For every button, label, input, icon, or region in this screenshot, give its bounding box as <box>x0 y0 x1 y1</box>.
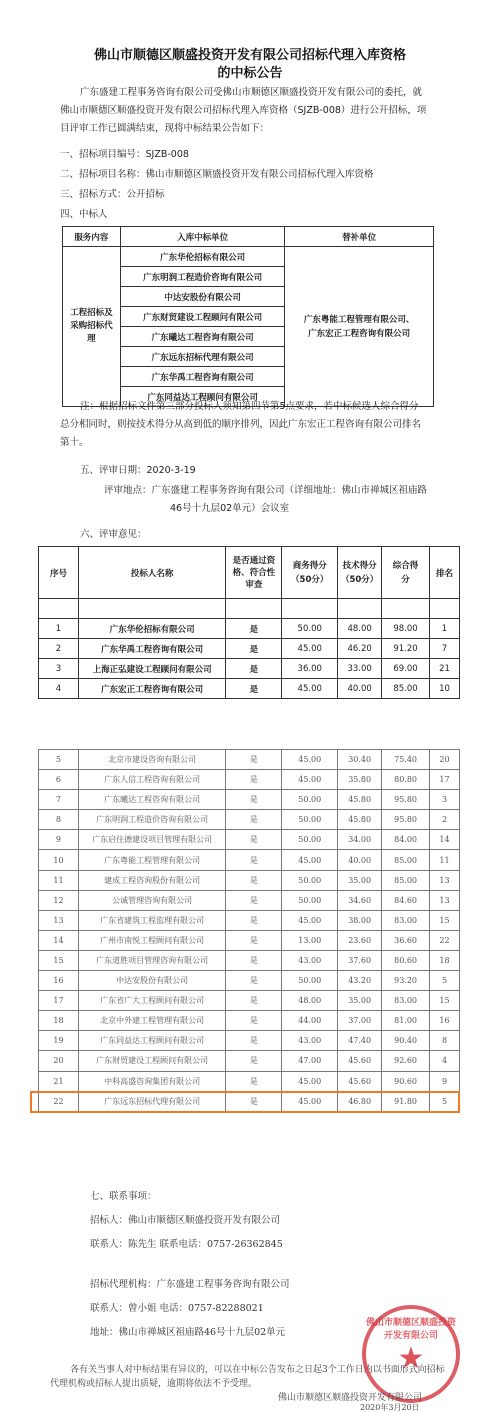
table-row <box>39 790 460 810</box>
table-row <box>39 991 460 1011</box>
table-cell-no: 16 <box>39 971 79 991</box>
table-cell-pass: 是 <box>226 770 282 790</box>
item-review-opinion: 六、评审意见： <box>80 529 147 540</box>
table-cell-name: 建成工程咨询股份有限公司 <box>78 870 226 890</box>
winner-cell: 广东华禹工程咨询有限公司 <box>120 367 285 387</box>
header-service: 服务内容 <box>63 227 121 247</box>
score-table-top <box>38 546 460 699</box>
winner-cell: 广东明润工程造价咨询有限公司 <box>120 267 285 287</box>
item-project-name: 二、招标项目名称：佛山市顺德区顺盛投资开发有限公司招标代理入库资格 <box>60 169 374 180</box>
table-cell-tech: 34.00 <box>338 830 382 850</box>
item-contact: 七、联系事项： <box>90 1191 157 1202</box>
table-cell-pass: 是 <box>226 950 282 970</box>
table-cell-no: 5 <box>39 750 79 770</box>
table-cell-pass: 是 <box>226 870 282 890</box>
table-cell-name: 广州市南悦工程顾问有限公司 <box>78 930 226 950</box>
table-cell-rank: 9 <box>430 1071 460 1091</box>
table-row <box>39 830 460 850</box>
table-cell-biz: 45.00 <box>282 850 338 870</box>
table-cell-biz: 43.00 <box>282 950 338 970</box>
table-cell-biz: 50.00 <box>282 830 338 850</box>
table-cell-name: 广东财贸建设工程顾问有限公司 <box>78 1051 226 1071</box>
table-cell-rank: 3 <box>430 790 460 810</box>
table-cell-name: 北京市建设咨询有限公司 <box>78 750 226 770</box>
table-cell-rank: 13 <box>430 870 460 890</box>
table-cell-name: 公诚管理咨询有限公司 <box>78 890 226 910</box>
table-cell-biz: 50.00 <box>282 810 338 830</box>
item-method: 三、招标方式：公开招标 <box>60 189 165 200</box>
table-cell-tech: 46.80 <box>338 1091 382 1111</box>
table-cell-biz: 44.00 <box>282 1011 338 1031</box>
table-cell-total: 85.00 <box>382 850 430 870</box>
table-cell-rank: 5 <box>430 1091 460 1111</box>
table-cell-name: 广东省建筑工程监理有限公司 <box>78 910 226 930</box>
table-cell-total: 92.60 <box>382 1051 430 1071</box>
table-cell-total: 90.40 <box>382 1031 430 1051</box>
header-bidder: 投标人名称 <box>78 547 226 599</box>
table-row <box>39 850 460 870</box>
agency: 招标代理机构：广东盛建工程事务咨询有限公司 <box>90 1279 290 1290</box>
table-cell-no: 22 <box>39 1091 79 1111</box>
tenderer: 招标人：佛山市顺德区顺盛投资开发有限公司 <box>90 1215 281 1226</box>
agency-address: 地址：佛山市禅城区祖庙路46号十九层02单元 <box>90 1327 286 1338</box>
table-cell-rank: 15 <box>430 910 460 930</box>
table-row <box>39 810 460 830</box>
table-cell-no: 20 <box>39 1051 79 1071</box>
table-cell-total: 95.80 <box>382 790 430 810</box>
table-cell-name: 中达安股份有限公司 <box>78 971 226 991</box>
table-cell-pass: 是 <box>226 1071 282 1091</box>
table-cell-no: 12 <box>39 890 79 910</box>
table-cell-tech: 40.00 <box>338 850 382 870</box>
table-cell-rank: 15 <box>430 991 460 1011</box>
table-cell-tech: 30.40 <box>338 750 382 770</box>
table-cell-no: 17 <box>39 991 79 1011</box>
table-row: 2 广东华禹工程咨询有限公司 是 45.00 46.20 91.20 7 <box>39 639 460 659</box>
table-cell-biz: 45.00 <box>282 770 338 790</box>
table-cell-tech: 45.80 <box>338 790 382 810</box>
table-cell-rank: 20 <box>430 750 460 770</box>
table-row <box>39 1071 460 1091</box>
table-cell-total: 93.20 <box>382 971 430 991</box>
table-cell-rank: 13 <box>430 890 460 910</box>
table-row <box>39 1031 460 1051</box>
table-row <box>39 1011 460 1031</box>
note-line3: 第十。 <box>60 437 89 448</box>
agency-contact: 联系人：曾小姐 电话：0757-82288021 <box>90 1303 264 1314</box>
alternate-cell: 广东粤能工程管理有限公司、 广东宏正工程咨询有限公司 <box>285 247 434 407</box>
table-row <box>39 950 460 970</box>
intro-line1: 广东盛建工程事务咨询有限公司受佛山市顺德区顺盛投资开发有限公司的委托，就 <box>80 87 423 98</box>
note-line2: 总分相同时，则按技术得分从高到低的顺序排列，因此广东宏正工程咨询有限公司排名 <box>60 419 422 430</box>
doc-title-line2: 的中标公告 <box>217 66 283 81</box>
table-cell-rank: 17 <box>430 770 460 790</box>
table-cell-no: 15 <box>39 950 79 970</box>
item-winners: 四、中标人 <box>60 209 108 220</box>
header-no: 序号 <box>39 547 79 599</box>
table-cell-pass: 是 <box>226 1011 282 1031</box>
table-cell-no: 8 <box>39 810 79 830</box>
table-cell-no: 7 <box>39 790 79 810</box>
table-cell-total: 80.80 <box>382 770 430 790</box>
table-row: 1 广东华伦招标有限公司 是 50.00 48.00 98.00 1 <box>39 619 460 639</box>
table-cell-no: 19 <box>39 1031 79 1051</box>
table-cell-biz: 50.00 <box>282 790 338 810</box>
header-winner: 入库中标单位 <box>120 227 285 247</box>
table-cell-total: 75.40 <box>382 750 430 770</box>
header-total: 综合得 分 <box>382 547 430 599</box>
header-business: 商务得分 （50分） <box>282 547 338 599</box>
winner-cell: 中达安股份有限公司 <box>120 287 285 307</box>
table-cell-name: 广东明润工程造价咨询有限公司 <box>78 810 226 830</box>
footer-line2: 代理机构或招标人提出质疑，逾期将依法不予受理。 <box>50 1379 258 1389</box>
winner-cell: 广东曦达工程咨询有限公司 <box>120 327 285 347</box>
table-cell-biz: 50.00 <box>282 971 338 991</box>
table-cell-total: 95.80 <box>382 810 430 830</box>
table-cell-pass: 是 <box>226 1091 282 1111</box>
header-alternate: 替补单位 <box>285 227 434 247</box>
table-cell-pass: 是 <box>226 890 282 910</box>
table-cell-rank: 2 <box>430 810 460 830</box>
table-cell-pass: 是 <box>226 850 282 870</box>
table-row: 3 上海正弘建设工程顾问有限公司 是 36.00 33.00 69.00 21 <box>39 659 460 679</box>
table-cell-no: 11 <box>39 870 79 890</box>
table-cell-biz: 45.00 <box>282 1071 338 1091</box>
table-row <box>39 870 460 890</box>
table-cell-tech: 35.80 <box>338 770 382 790</box>
header-rank: 排名 <box>430 547 460 599</box>
table-cell-total: 85.00 <box>382 870 430 890</box>
table-cell-no: 18 <box>39 1011 79 1031</box>
service-cell: 工程招标及 采购招标代 理 <box>63 247 121 407</box>
table-cell-name: 广东道胜项目管理咨询有限公司 <box>78 950 226 970</box>
note-line1: 注：根据招标文件第三部分投标人须知第四节第5点要求，若中标候选人综合得分 <box>80 401 419 412</box>
official-seal: 佛山市顺德区顺盛投资开发有限公司 ★ <box>362 1305 460 1403</box>
winner-cell: 广东财贸建设工程顾问有限公司 <box>120 307 285 327</box>
signature-date: 2020年3月20日 <box>360 1403 420 1412</box>
table-cell-biz: 43.00 <box>282 1031 338 1051</box>
item-project-number: 一、招标项目编号：SJZB-008 <box>60 149 189 160</box>
table-cell-biz: 45.00 <box>282 1091 338 1111</box>
table-cell-tech: 45.80 <box>338 810 382 830</box>
footer-line1: 各有关当事人对中标结果有异议的，可以在中标公告发布之日起3个工作日内以书面形式向招标 <box>70 1365 445 1375</box>
table-row <box>39 910 460 930</box>
winner-cell: 广东华伦招标有限公司 <box>120 247 285 267</box>
table-cell-pass: 是 <box>226 750 282 770</box>
table-cell-pass: 是 <box>226 1051 282 1071</box>
table-cell-pass: 是 <box>226 830 282 850</box>
table-cell-rank: 22 <box>430 930 460 950</box>
highlight-box <box>30 1091 460 1113</box>
winner-cell: 广东远东招标代理有限公司 <box>120 347 285 367</box>
table-row: 4 广东宏正工程咨询有限公司 是 45.00 40.00 85.00 10 <box>39 679 460 699</box>
table-cell-biz: 48.00 <box>282 991 338 1011</box>
winners-table <box>62 226 434 407</box>
table-cell-name: 广东远东招标代理有限公司 <box>78 1091 226 1111</box>
score-table-bottom <box>38 749 460 1112</box>
table-cell-biz: 50.00 <box>282 870 338 890</box>
table-cell-tech: 43.20 <box>338 971 382 991</box>
table-cell-total: 84.60 <box>382 890 430 910</box>
table-cell-name: 广东同益达工程顾问有限公司 <box>78 1031 226 1051</box>
table-cell-tech: 37.00 <box>338 1011 382 1031</box>
signature-org: 佛山市顺德区顺盛投资开发有限公司 <box>278 1393 423 1403</box>
table-cell-rank: 18 <box>430 950 460 970</box>
table-cell-total: 84.00 <box>382 830 430 850</box>
venue-line2: 46号十九层02单元）会议室 <box>170 503 290 514</box>
venue-line1: 评审地点：广东盛建工程事务咨询有限公司（详细地址：佛山市禅城区祖庙路 <box>104 485 428 496</box>
table-row <box>39 890 460 910</box>
table-cell-total: 81.00 <box>382 1011 430 1031</box>
table-cell-no: 13 <box>39 910 79 930</box>
intro-line2: 佛山市顺德区顺盛投资开发有限公司招标代理入库资格（SJZB-008）进行公开招标，项 <box>60 105 427 116</box>
table-cell-rank: 11 <box>430 850 460 870</box>
intro-line3: 目评审工作已圆满结束，现将中标结果公告如下： <box>60 123 270 134</box>
table-cell-rank: 8 <box>430 1031 460 1051</box>
header-pass: 是否通过资 格、符合性 审查 <box>226 547 282 599</box>
table-cell-no: 10 <box>39 850 79 870</box>
table-cell-rank: 4 <box>430 1051 460 1071</box>
table-cell-name: 广东省广大工程顾问有限公司 <box>78 991 226 1011</box>
table-cell-pass: 是 <box>226 910 282 930</box>
table-cell-total: 91.80 <box>382 1091 430 1111</box>
table-cell-tech: 38.00 <box>338 910 382 930</box>
table-row <box>39 750 460 770</box>
table-cell-tech: 35.00 <box>338 870 382 890</box>
table-cell-biz: 47.00 <box>282 1051 338 1071</box>
table-cell-biz: 50.00 <box>282 890 338 910</box>
table-cell-name: 中科高盛咨询集团有限公司 <box>78 1071 226 1091</box>
table-cell-no: 6 <box>39 770 79 790</box>
table-row <box>39 770 460 790</box>
table-cell-pass: 是 <box>226 930 282 950</box>
table-cell-name: 广东人信工程咨询有限公司 <box>78 770 226 790</box>
table-cell-name: 广东曦达工程咨询有限公司 <box>78 790 226 810</box>
table-cell-tech: 34.60 <box>338 890 382 910</box>
table-cell-name: 广东启住德建设项目管理有限公司 <box>78 830 226 850</box>
table-cell-no: 9 <box>39 830 79 850</box>
table-cell-tech: 45.60 <box>338 1051 382 1071</box>
table-cell-biz: 45.00 <box>282 910 338 930</box>
doc-title-line1: 佛山市顺德区顺盛投资开发有限公司招标代理入库资格 <box>93 48 406 63</box>
table-cell-total: 36.60 <box>382 930 430 950</box>
table-row <box>39 1051 460 1071</box>
table-cell-tech: 23.60 <box>338 930 382 950</box>
table-cell-name: 广东粤能工程管理有限公司 <box>78 850 226 870</box>
table-cell-rank: 5 <box>430 971 460 991</box>
table-cell-tech: 35.00 <box>338 991 382 1011</box>
table-cell-total: 90.60 <box>382 1071 430 1091</box>
table-cell-tech: 47.40 <box>338 1031 382 1051</box>
table-cell-biz: 13.00 <box>282 930 338 950</box>
winner-cell: 广东同益达工程顾问有限公司 <box>120 387 285 407</box>
table-cell-total: 83.00 <box>382 991 430 1011</box>
header-technical: 技术得分 （50分） <box>338 547 382 599</box>
star-icon: ★ <box>397 1341 425 1376</box>
item-review-date: 五、评审日期：2020-3-19 <box>80 465 196 476</box>
table-row <box>39 971 460 991</box>
table-cell-no: 21 <box>39 1071 79 1091</box>
table-cell-pass: 是 <box>226 971 282 991</box>
table-cell-total: 83.00 <box>382 910 430 930</box>
table-cell-pass: 是 <box>226 810 282 830</box>
table-cell-rank: 14 <box>430 830 460 850</box>
table-cell-total: 80.60 <box>382 950 430 970</box>
table-cell-no: 14 <box>39 930 79 950</box>
table-cell-pass: 是 <box>226 991 282 1011</box>
tenderer-contact: 联系人：陈先生 联系电话：0757-26362845 <box>90 1239 283 1250</box>
table-cell-name: 北京中外建工程管理有限公司 <box>78 1011 226 1031</box>
table-cell-rank: 16 <box>430 1011 460 1031</box>
table-cell-pass: 是 <box>226 1031 282 1051</box>
table-cell-tech: 45.60 <box>338 1071 382 1091</box>
table-cell-biz: 45.00 <box>282 750 338 770</box>
table-cell-pass: 是 <box>226 790 282 810</box>
table-cell-tech: 37.60 <box>338 950 382 970</box>
table-row <box>39 930 460 950</box>
